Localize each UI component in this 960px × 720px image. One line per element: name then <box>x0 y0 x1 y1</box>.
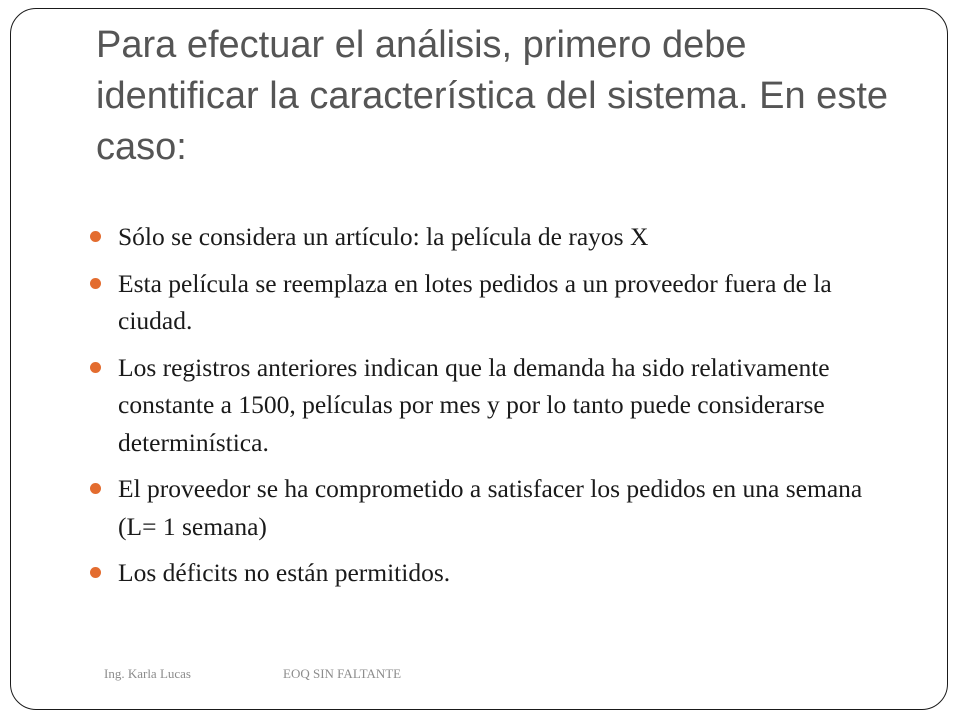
bullet-text: Los registros anteriores indican que la demanda ha sido relativamente constante a 1500, películas por mes y por lo tanto puede considerarse determinística. <box>118 352 830 457</box>
bullet-dot-icon <box>90 483 101 494</box>
bullet-dot-icon <box>90 231 101 242</box>
bullet-item <box>86 265 886 340</box>
bullet-text: El proveedor se ha comprometido a satisfacer los pedidos en una semana (L= 1 semana) <box>118 474 863 541</box>
bullet-dot-icon <box>90 362 101 373</box>
bullet-text: Sólo se considera un artículo: la película de rayos X <box>118 222 649 251</box>
bullet-dot-icon <box>90 278 101 289</box>
footer-topic: EOQ SIN FALTANTE <box>283 666 402 681</box>
bullet-list <box>86 218 886 601</box>
bullet-text: Los déficits no están permitidos. <box>118 558 451 587</box>
bullet-item <box>86 218 886 256</box>
bullet-item <box>86 470 886 545</box>
bullet-dot-icon <box>90 567 101 578</box>
footer-author: Ing. Karla Lucas <box>104 666 191 681</box>
bullet-item <box>86 554 886 592</box>
bullet-text: Esta película se reemplaza en lotes pedidos a un proveedor fuera de la ciudad. <box>118 268 832 335</box>
bullet-item <box>86 349 886 462</box>
slide-title: Para efectuar el análisis, primero debe identificar la característica del sistema. En este caso: <box>96 24 889 168</box>
